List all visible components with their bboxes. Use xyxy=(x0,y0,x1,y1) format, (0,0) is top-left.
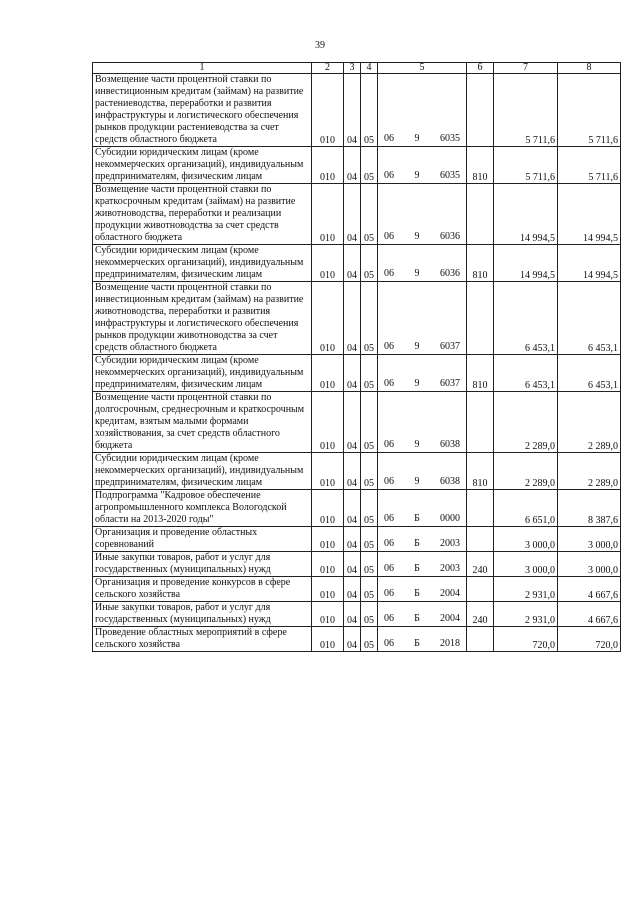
target-article-direction: 6037 xyxy=(440,378,460,389)
col-header-3: 3 xyxy=(344,63,361,74)
target-article-subprogram: Б xyxy=(414,638,420,649)
row-description: Субсидии юридическим лицам (кроме некоммерческих организаций), индивидуальным предпринимателям, физическим лицам xyxy=(93,355,312,392)
target-article-program: 06 xyxy=(384,588,394,599)
target-article xyxy=(378,392,467,453)
amount-col-8: 2 289,0 xyxy=(558,392,621,453)
subsection-code: 05 xyxy=(361,627,378,652)
section-code: 04 xyxy=(344,627,361,652)
expense-type-code xyxy=(467,74,494,147)
target-article-program: 06 xyxy=(384,563,394,574)
col-header-1: 1 xyxy=(93,63,312,74)
target-article-direction: 6036 xyxy=(440,231,460,242)
row-description: Иные закупки товаров, работ и услуг для государственных (муниципальных) нужд xyxy=(93,552,312,577)
target-article-subprogram: 9 xyxy=(414,341,420,352)
target-article-subprogram: 9 xyxy=(414,439,420,450)
target-article-direction: 6037 xyxy=(440,341,460,352)
amount-col-7: 2 931,0 xyxy=(494,577,558,602)
target-article-subprogram: 9 xyxy=(414,476,420,487)
table-row xyxy=(93,577,621,602)
admin-code: 010 xyxy=(312,245,344,282)
target-article-subprogram: Б xyxy=(414,588,420,599)
section-code: 04 xyxy=(344,392,361,453)
row-description: Возмещение части процентной ставки по краткосрочным кредитам (займам) на развитие животноводства, переработки и реализации продукции животноводства за счет средств областного бюджета xyxy=(93,184,312,245)
subsection-code: 05 xyxy=(361,74,378,147)
table-row xyxy=(93,453,621,490)
target-article xyxy=(378,147,467,184)
row-description: Субсидии юридическим лицам (кроме некоммерческих организаций), индивидуальным предпринимателям, физическим лицам xyxy=(93,453,312,490)
row-description: Подпрограмма "Кадровое обеспечение агропромышленного комплекса Вологодской области на 2013-2020 годы" xyxy=(93,490,312,527)
amount-col-8: 4 667,6 xyxy=(558,577,621,602)
expense-type-code xyxy=(467,577,494,602)
section-code: 04 xyxy=(344,552,361,577)
target-article xyxy=(378,184,467,245)
col-header-4: 4 xyxy=(361,63,378,74)
table-row xyxy=(93,355,621,392)
subsection-code: 05 xyxy=(361,453,378,490)
target-article-direction: 2003 xyxy=(440,563,460,574)
subsection-code: 05 xyxy=(361,602,378,627)
amount-col-8: 5 711,6 xyxy=(558,147,621,184)
target-article-direction: 6035 xyxy=(440,133,460,144)
target-article-program: 06 xyxy=(384,613,394,624)
subsection-code: 05 xyxy=(361,282,378,355)
amount-col-7: 5 711,6 xyxy=(494,147,558,184)
target-article-direction: 6038 xyxy=(440,476,460,487)
subsection-code: 05 xyxy=(361,527,378,552)
target-article-direction: 2004 xyxy=(440,613,460,624)
section-code: 04 xyxy=(344,527,361,552)
subsection-code: 05 xyxy=(361,245,378,282)
expense-type-code xyxy=(467,392,494,453)
target-article-program: 06 xyxy=(384,378,394,389)
admin-code: 010 xyxy=(312,453,344,490)
target-article xyxy=(378,74,467,147)
subsection-code: 05 xyxy=(361,392,378,453)
table-row xyxy=(93,184,621,245)
target-article xyxy=(378,282,467,355)
expense-type-code: 810 xyxy=(467,245,494,282)
admin-code: 010 xyxy=(312,74,344,147)
admin-code: 010 xyxy=(312,527,344,552)
amount-col-7: 2 289,0 xyxy=(494,453,558,490)
target-article-subprogram: 9 xyxy=(414,133,420,144)
target-article xyxy=(378,552,467,577)
row-description: Возмещение части процентной ставки по инвестиционным кредитам (займам) на развитие животноводства, переработки и развития инфраструктуры и логистического обеспечения рынков продукции животноводства за счет средств областного бюджета xyxy=(93,282,312,355)
target-article xyxy=(378,355,467,392)
table-row xyxy=(93,527,621,552)
table-body xyxy=(93,74,621,652)
amount-col-7: 14 994,5 xyxy=(494,184,558,245)
target-article-program: 06 xyxy=(384,341,394,352)
target-article xyxy=(378,245,467,282)
page-number: 39 xyxy=(315,40,325,51)
admin-code: 010 xyxy=(312,184,344,245)
target-article-subprogram: Б xyxy=(414,538,420,549)
admin-code: 010 xyxy=(312,627,344,652)
subsection-code: 05 xyxy=(361,147,378,184)
section-code: 04 xyxy=(344,245,361,282)
col-header-5: 5 xyxy=(378,63,467,74)
row-description: Организация и проведение конкурсов в сфере сельского хозяйства xyxy=(93,577,312,602)
admin-code: 010 xyxy=(312,490,344,527)
amount-col-7: 6 651,0 xyxy=(494,490,558,527)
expense-type-code: 240 xyxy=(467,552,494,577)
expense-type-code xyxy=(467,282,494,355)
target-article-direction: 6036 xyxy=(440,268,460,279)
target-article-program: 06 xyxy=(384,133,394,144)
row-description: Возмещение части процентной ставки по долгосрочным, среднесрочным и краткосрочным кредитам, взятым малыми формами хозяйствования, за счет средств областного бюджета xyxy=(93,392,312,453)
table-row xyxy=(93,490,621,527)
amount-col-8: 6 453,1 xyxy=(558,282,621,355)
target-article xyxy=(378,453,467,490)
target-article-program: 06 xyxy=(384,513,394,524)
amount-col-8: 8 387,6 xyxy=(558,490,621,527)
row-description: Организация и проведение областных соревнований xyxy=(93,527,312,552)
table-row xyxy=(93,627,621,652)
target-article-subprogram: 9 xyxy=(414,231,420,242)
col-header-7: 7 xyxy=(494,63,558,74)
col-header-8: 8 xyxy=(558,63,621,74)
section-code: 04 xyxy=(344,490,361,527)
amount-col-7: 14 994,5 xyxy=(494,245,558,282)
expense-type-code: 810 xyxy=(467,355,494,392)
amount-col-7: 6 453,1 xyxy=(494,355,558,392)
amount-col-8: 2 289,0 xyxy=(558,453,621,490)
target-article-program: 06 xyxy=(384,231,394,242)
target-article-subprogram: 9 xyxy=(414,378,420,389)
expense-type-code xyxy=(467,490,494,527)
section-code: 04 xyxy=(344,577,361,602)
target-article-direction: 0000 xyxy=(440,513,460,524)
target-article-direction: 2004 xyxy=(440,588,460,599)
expense-type-code xyxy=(467,184,494,245)
target-article-direction: 2018 xyxy=(440,638,460,649)
amount-col-7: 2 289,0 xyxy=(494,392,558,453)
target-article-program: 06 xyxy=(384,538,394,549)
target-article xyxy=(378,577,467,602)
amount-col-8: 14 994,5 xyxy=(558,245,621,282)
row-description: Иные закупки товаров, работ и услуг для государственных (муниципальных) нужд xyxy=(93,602,312,627)
section-code: 04 xyxy=(344,147,361,184)
target-article-subprogram: 9 xyxy=(414,170,420,181)
target-article-program: 06 xyxy=(384,268,394,279)
admin-code: 010 xyxy=(312,602,344,627)
table-row xyxy=(93,147,621,184)
table-row xyxy=(93,245,621,282)
section-code: 04 xyxy=(344,602,361,627)
subsection-code: 05 xyxy=(361,490,378,527)
subsection-code: 05 xyxy=(361,355,378,392)
expense-type-code xyxy=(467,527,494,552)
expense-type-code: 810 xyxy=(467,453,494,490)
amount-col-8: 14 994,5 xyxy=(558,184,621,245)
target-article-direction: 6038 xyxy=(440,439,460,450)
amount-col-7: 3 000,0 xyxy=(494,527,558,552)
target-article-subprogram: Б xyxy=(414,613,420,624)
target-article-direction: 6035 xyxy=(440,170,460,181)
table-row xyxy=(93,392,621,453)
target-article-program: 06 xyxy=(384,638,394,649)
section-code: 04 xyxy=(344,453,361,490)
col-header-6: 6 xyxy=(467,63,494,74)
admin-code: 010 xyxy=(312,355,344,392)
expense-type-code xyxy=(467,627,494,652)
section-code: 04 xyxy=(344,282,361,355)
target-article xyxy=(378,527,467,552)
row-description: Возмещение части процентной ставки по инвестиционным кредитам (займам) на развитие растениеводства, переработки и развития инфраструктуры и логистического обеспечения рынков продукции растениеводства за счет средств областного бюджета xyxy=(93,74,312,147)
amount-col-7: 6 453,1 xyxy=(494,282,558,355)
amount-col-8: 3 000,0 xyxy=(558,527,621,552)
amount-col-8: 5 711,6 xyxy=(558,74,621,147)
amount-col-8: 6 453,1 xyxy=(558,355,621,392)
amount-col-7: 2 931,0 xyxy=(494,602,558,627)
target-article xyxy=(378,490,467,527)
admin-code: 010 xyxy=(312,577,344,602)
target-article-program: 06 xyxy=(384,170,394,181)
row-description: Проведение областных мероприятий в сфере сельского хозяйства xyxy=(93,627,312,652)
amount-col-8: 3 000,0 xyxy=(558,552,621,577)
section-code: 04 xyxy=(344,184,361,245)
target-article-direction: 2003 xyxy=(440,538,460,549)
table-row xyxy=(93,74,621,147)
table-row xyxy=(93,282,621,355)
row-description: Субсидии юридическим лицам (кроме некоммерческих организаций), индивидуальным предпринимателям, физическим лицам xyxy=(93,147,312,184)
section-code: 04 xyxy=(344,355,361,392)
target-article-subprogram: Б xyxy=(414,513,420,524)
admin-code: 010 xyxy=(312,282,344,355)
section-code: 04 xyxy=(344,74,361,147)
target-article-program: 06 xyxy=(384,476,394,487)
admin-code: 010 xyxy=(312,392,344,453)
target-article-subprogram: 9 xyxy=(414,268,420,279)
admin-code: 010 xyxy=(312,552,344,577)
target-article-subprogram: Б xyxy=(414,563,420,574)
amount-col-8: 720,0 xyxy=(558,627,621,652)
table-row xyxy=(93,602,621,627)
admin-code: 010 xyxy=(312,147,344,184)
expense-type-code: 810 xyxy=(467,147,494,184)
table-row xyxy=(93,552,621,577)
row-description: Субсидии юридическим лицам (кроме некоммерческих организаций), индивидуальным предпринимателям, физическим лицам xyxy=(93,245,312,282)
header-row xyxy=(93,63,621,74)
target-article xyxy=(378,602,467,627)
subsection-code: 05 xyxy=(361,577,378,602)
target-article-program: 06 xyxy=(384,439,394,450)
budget-table xyxy=(92,62,621,652)
target-article xyxy=(378,627,467,652)
subsection-code: 05 xyxy=(361,552,378,577)
amount-col-8: 4 667,6 xyxy=(558,602,621,627)
amount-col-7: 3 000,0 xyxy=(494,552,558,577)
amount-col-7: 720,0 xyxy=(494,627,558,652)
col-header-2: 2 xyxy=(312,63,344,74)
subsection-code: 05 xyxy=(361,184,378,245)
amount-col-7: 5 711,6 xyxy=(494,74,558,147)
expense-type-code: 240 xyxy=(467,602,494,627)
